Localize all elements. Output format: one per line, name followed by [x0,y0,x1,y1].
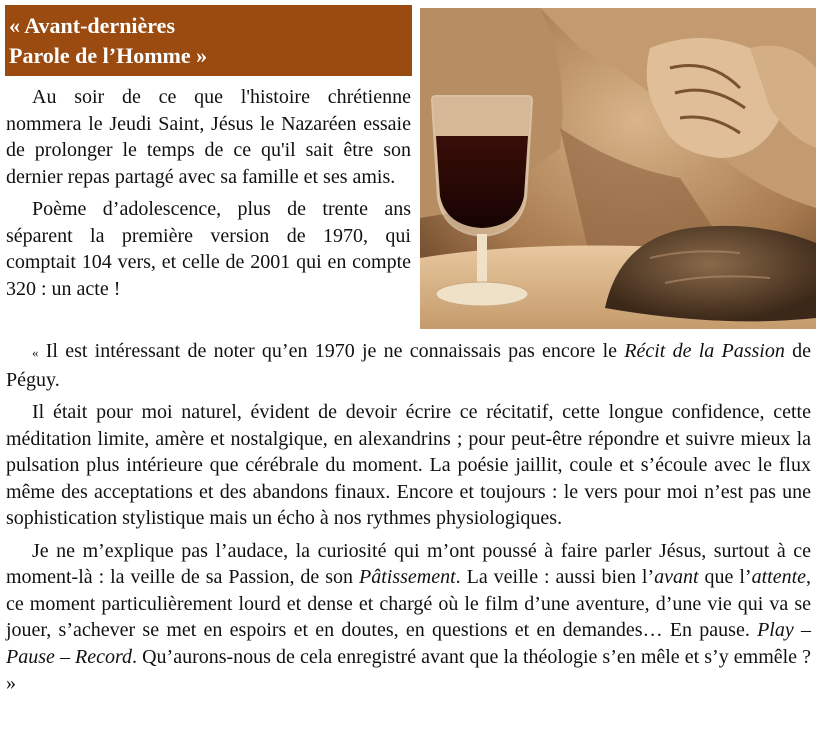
open-quote: « [32,345,39,360]
title-line-2: Parole de l’Homme » [9,43,208,68]
intro-text [6,84,411,308]
title-line-1: « Avant-dernières [9,13,175,38]
title-banner [5,5,412,76]
paragraph-1: Au soir de ce que l'histoire chrétienne nommera le Jeudi Saint, Jésus le Nazaréen essaie de prolonger le temps de ce qu'il sait être son dernier repas partagé avec sa famille et ses amis. [6,86,411,188]
paragraph-3: « Il est intéressant de noter qu’en 1970 je ne connaissais pas encore le Récit de la Passion de Péguy. [6,340,811,391]
quote-text [6,338,811,703]
paragraph-4: Il était pour moi naturel, évident de devoir écrire ce récitatif, cette longue confidence, cette méditation limite, amère et nostalgique, en alexandrins ; pour peut-être répondre et suivre mieux la pulsation plus intérieure que cérébrale du moment. La poésie jaillit, coule et s’écoule avec le flux même des acceptations et des abandons finaux. Encore et toujours : le vers pour moi n’est pas une sophistication stylistique mais un écho à nos rythmes physiologiques. [6,401,811,529]
paragraph-2: Poème d’adolescence, plus de trente ans séparent la première version de 1970, qui comptait 104 vers, et celle de 2001 qui en compte 320 : un acte ! [6,198,411,300]
bread-and-wine-photo [420,8,816,329]
book-title: Récit de la Passion [624,340,785,362]
paragraph-5: Je ne m’explique pas l’audace, la curiosité qui m’ont poussé à faire parler Jésus, surtout à ce moment-là : la veille de sa Passion, de son Pâtissement. La veille : aussi bien l’avant que l’attente, ce moment particulièrement lourd et dense et chargé où le film d’une aventure, d’une vie qui va se jouer, s’achever se met en espoirs et en doutes, en questions et en demandes… En pause. Play – Pause – Record. Qu’aurons-nous de cela enregistré avant que la théologie s’en mêle et s’y emmêle ? » [6,539,812,694]
